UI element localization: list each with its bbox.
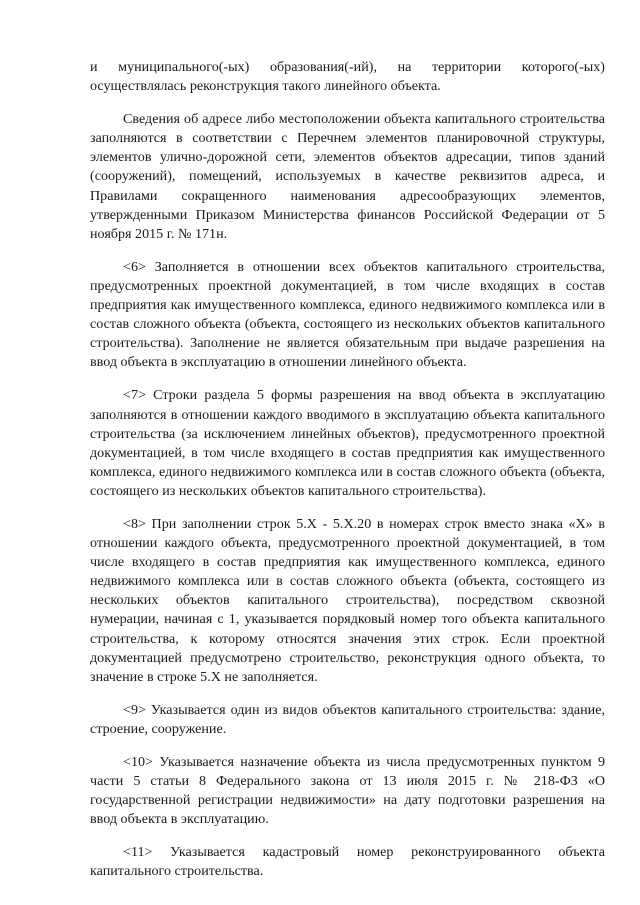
document-page <box>90 58 605 882</box>
footnote-11: <11> Указывается кадастровый номер реконструированного объекта капитального строительства. <box>90 844 605 880</box>
footnote-6: <6> Заполняется в отношении всех объектов капитального строительства, предусмотренных проектной документацией, в том числе входящих в состав предприятия как имущественного комплекса, единого недвижимого комплекса или в состав сложного объекта (объекта, состоящего из нескольких объектов капитального строительства). Заполнение не является обязательным при выдаче разрешения на ввод объекта в эксплуатацию в отношении линейного объекта. <box>90 258 605 371</box>
footnote-10: <10> Указывается назначение объекта из числа предусмотренных пунктом 9 части 5 статьи 8 Федерального закона от 13 июля 2015 г. № 218-ФЗ «О государственной регистрации недвижимости» на дату подготовки разрешения на ввод объекта в эксплуатацию. <box>90 754 605 828</box>
paragraph-continuation: и муниципального(-ых) образования(-ий), на территории которого(-ых) осуществлялась реконструкция такого линейного объекта. <box>90 59 605 95</box>
footnote-7: <7> Строки раздела 5 формы разрешения на ввод объекта в эксплуатацию заполняются в отношении каждого вводимого в эксплуатацию объекта капитального строительства (за исключением линейных объектов), предусмотренного проектной документацией, в том числе входящего в состав предприятия как имущественного комплекса, единого недвижимого комплекса или в состав сложного объекта (объекта, состоящего из нескольких объектов капитального строительства). <box>90 387 605 499</box>
footnote-9: <9> Указывается один из видов объектов капитального строительства: здание, строение, сооружение. <box>90 701 605 737</box>
paragraph-address-info: Сведения об адресе либо местоположении объекта капитального строительства заполняются в соответствии с Перечнем элементов планировочной структуры, элементов улично-дорожной сети, элементов объектов адресации, типов зданий (сооружений), помещений, используемых в качестве реквизитов адреса, и Правилами сокращенного наименования адресообразующих элементов, утвержденными Приказом Министерства финансов Российской Федерации от 5 ноября 2015 г. № 171н. <box>90 111 605 242</box>
footnote-8: <8> При заполнении строк 5.Х - 5.Х.20 в номерах строк вместо знака «Х» в отношении каждого объекта, предусмотренного проектной документацией, в том числе входящего в состав предприятия как имущественного комплекса, единого недвижимого комплекса или в состав сложного объекта (объекта, состоящего из нескольких объектов капитального строительства), посредством сквозной нумерации, начиная с 1, указывается порядковый номер того объекта капитального строительства, к которому относятся значения этих строк. Если проектной документацией предусмотрено строительство, реконструкция одного объекта, то значение в строке 5.Х не заполняется. <box>90 515 605 685</box>
